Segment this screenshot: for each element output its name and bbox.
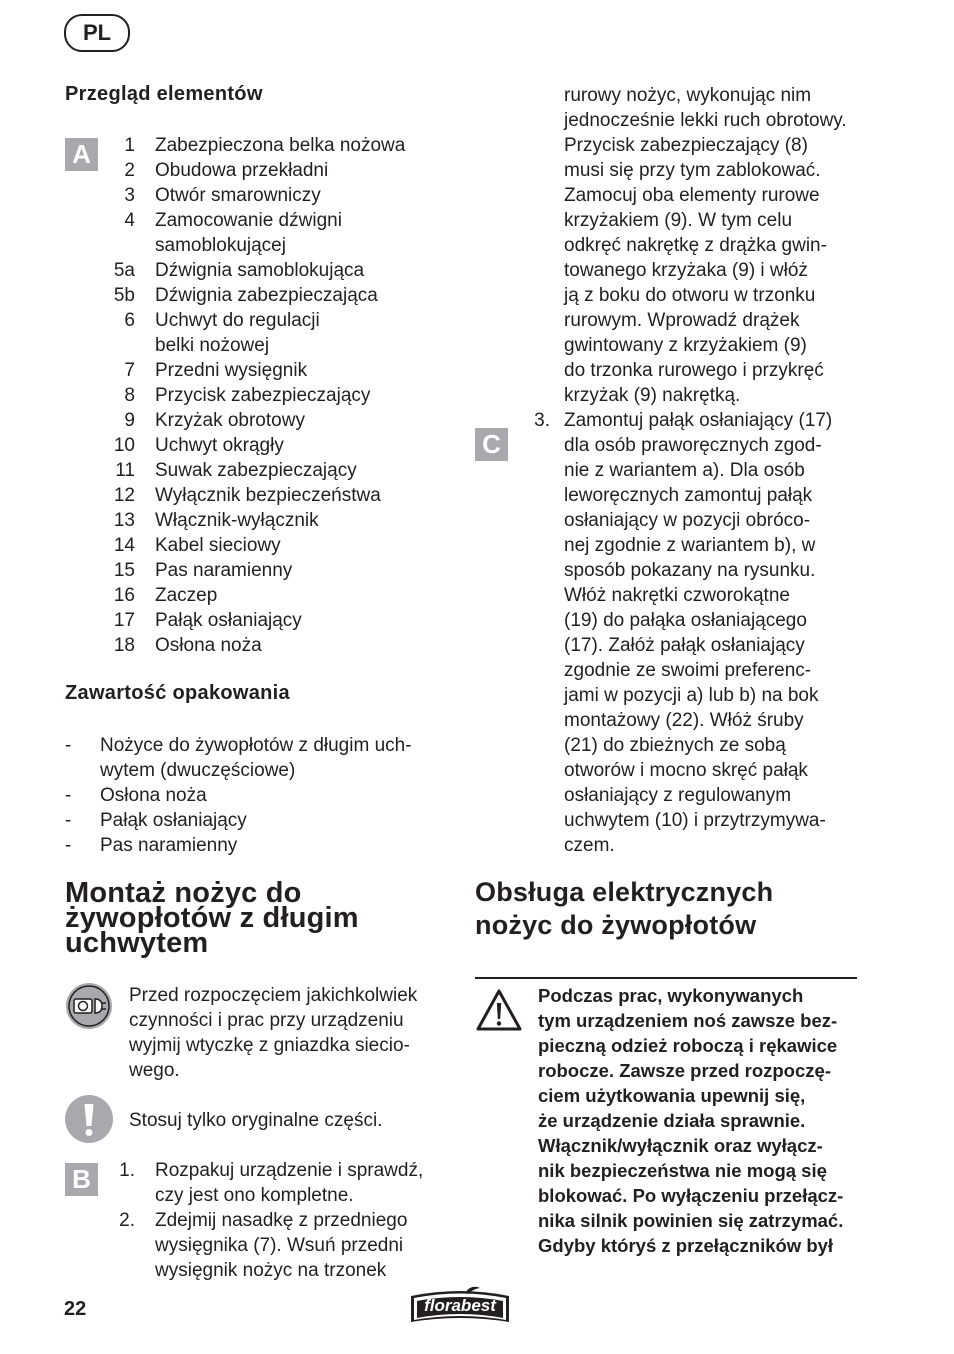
warning-line: pieczną odzież roboczą i rękawice xyxy=(538,1035,838,1056)
warning-line: Włącznik/wyłącznik oraz wyłącz- xyxy=(538,1135,823,1156)
parts-list-item-number: 16 xyxy=(113,585,135,606)
warning-line: że urządzenie działa sprawnie. xyxy=(538,1110,806,1131)
contents-list xyxy=(65,733,445,858)
step2-line: do trzonka rurowego i przykręć xyxy=(564,360,824,381)
brand-logo xyxy=(405,1284,515,1328)
exclamation-icon xyxy=(65,1095,113,1143)
step2-line: ją z boku do otworu w trzonku xyxy=(564,285,816,306)
step3-line: czem. xyxy=(564,835,615,856)
parts-list-item xyxy=(95,408,455,433)
parts-list-item xyxy=(95,558,455,583)
warning-line: robocze. Zawsze przed rozpoczę- xyxy=(538,1060,831,1081)
step2-continuation xyxy=(564,83,864,408)
assembly-heading-line: uchwytem xyxy=(65,927,209,959)
parts-list-item-number: 17 xyxy=(113,610,135,631)
operation-heading-line: Obsługa elektrycznych xyxy=(475,877,774,907)
parts-list-item-number: 9 xyxy=(124,410,135,431)
assembly-heading-line: żywopłotów z długim xyxy=(65,902,359,934)
step2-line: musi się przy tym zablokować. xyxy=(564,160,821,181)
parts-list-item xyxy=(95,333,455,358)
step3-line: (21) do zbieżnych ze sobą xyxy=(564,735,786,756)
contents-list-item xyxy=(65,833,445,858)
parts-list-item-text: Uchwyt okrągły xyxy=(155,435,284,456)
parts-list-item-number: 4 xyxy=(124,210,135,231)
brand-name: florabest xyxy=(424,1296,496,1315)
unplug-note xyxy=(129,983,449,1083)
parts-list-item-text: Przycisk zabezpieczający xyxy=(155,385,371,406)
step3-line: osłaniający w pozycji obróco- xyxy=(564,510,811,531)
step2-line: rurowy nożyc, wykonując nim xyxy=(564,85,812,106)
warning-line: tym urządzeniem noś zawsze bez- xyxy=(538,1010,838,1031)
parts-list-item xyxy=(95,583,455,608)
parts-list-item-number: 1 xyxy=(124,135,135,156)
warning-line: Gdyby któryś z przełączników był xyxy=(538,1235,834,1256)
list-bullet: - xyxy=(65,835,72,856)
parts-list-item-text: Uchwyt do regulacji xyxy=(155,310,320,331)
parts-list-item-text: Krzyżak obrotowy xyxy=(155,410,305,431)
operation-heading xyxy=(475,876,875,942)
parts-list-item-text: Pałąk osłaniający xyxy=(155,610,302,631)
parts-list-item-text: Dźwignia samoblokująca xyxy=(155,260,365,281)
parts-list-item-text: samoblokującej xyxy=(155,235,286,256)
parts-list-item xyxy=(95,308,455,333)
step2-line: rurowym. Wprowadź drążek xyxy=(564,310,800,331)
step2-line: Przycisk zabezpieczający (8) xyxy=(564,135,808,156)
parts-list-item-number: 15 xyxy=(113,560,135,581)
warning-line: ciem użytkowania upewnij się, xyxy=(538,1085,806,1106)
parts-list xyxy=(95,133,455,658)
contents-heading: Zawartość opakowania xyxy=(65,682,290,704)
assembly-step-line xyxy=(95,1158,455,1183)
parts-list-item-number: 5a xyxy=(113,260,135,281)
warning-line: nik bezpieczeństwa nie mogą się xyxy=(538,1160,827,1181)
contents-list-item xyxy=(65,783,445,808)
step3-line: (19) do pałąka osłaniającego xyxy=(564,610,807,631)
original-parts-note: Stosuj tylko oryginalne części. xyxy=(129,1110,383,1131)
safety-warning xyxy=(538,983,868,1258)
parts-list-item xyxy=(95,133,455,158)
parts-list-item-text: Zaczep xyxy=(155,585,218,606)
contents-list-item xyxy=(65,808,445,833)
warning-line: blokować. Po wyłączeniu przełącz- xyxy=(538,1185,844,1206)
parts-list-item-text: Wyłącznik bezpieczeństwa xyxy=(155,485,381,506)
parts-list-item-number: 7 xyxy=(124,360,135,381)
unplug-note-line: czynności i prac przy urządzeniu xyxy=(129,1010,404,1031)
assembly-step-line xyxy=(95,1183,455,1208)
assembly-step-line xyxy=(95,1233,455,1258)
assembly-step-line xyxy=(95,1258,455,1283)
step2-line: jednocześnie lekki ruch obrotowy. xyxy=(564,110,847,131)
step2-line: Zamocuj oba elementy rurowe xyxy=(564,185,820,206)
contents-list-item-text: Pas naramienny xyxy=(100,835,238,856)
parts-list-item-number: 5b xyxy=(113,285,135,306)
assembly-heading xyxy=(65,877,465,959)
parts-list-item-number: 12 xyxy=(113,485,135,506)
parts-list-item xyxy=(95,533,455,558)
step2-line: gwintowany z krzyżakiem (9) xyxy=(564,335,807,356)
assembly-step-line-text: Zdejmij nasadkę z przedniego xyxy=(155,1210,408,1231)
step2-line: krzyżak (9) nakrętką. xyxy=(564,385,741,406)
parts-list-item xyxy=(95,258,455,283)
contents-list-item xyxy=(65,733,445,758)
parts-list-item-text: Przedni wysięgnik xyxy=(155,360,308,381)
step3-line: uchwytem (10) i przytrzymywa- xyxy=(564,810,826,831)
step3-line: zgodnie ze swoimi preferenc- xyxy=(564,660,812,681)
assembly-step-line-number: 1. xyxy=(119,1160,135,1181)
assembly-steps-left xyxy=(95,1158,455,1283)
list-bullet: - xyxy=(65,810,72,831)
parts-list-item-text: Otwór smarowniczy xyxy=(155,185,321,206)
step3-line: Włóż nakrętki czworokątne xyxy=(564,585,790,606)
assembly-step-line xyxy=(95,1208,455,1233)
step3-line: nej zgodnie z wariantem b), w xyxy=(564,535,816,556)
operation-heading-line: nożyc do żywopłotów xyxy=(475,910,757,940)
contents-list-item-text: Nożyce do żywopłotów z długim uch- xyxy=(100,735,412,756)
step3-number: 3. xyxy=(534,410,550,431)
unplug-note-line: wyjmij wtyczkę z gniazdka siecio- xyxy=(129,1035,410,1056)
parts-list-item-text: Suwak zabezpieczający xyxy=(155,460,357,481)
assembly-step-line-text: wysięgnika (7). Wsuń przedni xyxy=(155,1235,404,1256)
figure-marker-b: B xyxy=(65,1163,98,1196)
step3-line: sposób pokazany na rysunku. xyxy=(564,560,816,581)
unplug-icon xyxy=(65,982,113,1030)
parts-list-item-text: Dźwignia zabezpieczająca xyxy=(155,285,378,306)
list-bullet: - xyxy=(65,785,72,806)
contents-list-item-text: Osłona noża xyxy=(100,785,207,806)
parts-list-item xyxy=(95,208,455,233)
parts-list-item xyxy=(95,608,455,633)
step3-line: leworęcznych zamontuj pałąk xyxy=(564,485,813,506)
section-divider xyxy=(475,977,857,979)
parts-list-item-text: Obudowa przekładni xyxy=(155,160,329,181)
parts-list-item-text: Pas naramienny xyxy=(155,560,293,581)
parts-list-item-number: 11 xyxy=(115,460,135,481)
contents-list-item-text: Pałąk osłaniający xyxy=(100,810,247,831)
assembly-heading-line: Montaż nożyc do xyxy=(65,877,302,909)
step3-line: montażowy (22). Włóż śruby xyxy=(564,710,804,731)
parts-list-item xyxy=(95,508,455,533)
list-bullet: - xyxy=(65,735,72,756)
parts-list-item-text: Osłona noża xyxy=(155,635,262,656)
parts-list-item-number: 10 xyxy=(113,435,135,456)
parts-list-item-number: 2 xyxy=(124,160,135,181)
parts-list-item xyxy=(95,358,455,383)
parts-list-item-text: Kabel sieciowy xyxy=(155,535,281,556)
parts-list-item-number: 8 xyxy=(124,385,135,406)
step3-text xyxy=(564,408,864,858)
warning-line: Podczas prac, wykonywanych xyxy=(538,985,804,1006)
step3-line: nie z wariantem a). Dla osób xyxy=(564,460,805,481)
parts-list-item-number: 6 xyxy=(124,310,135,331)
step3-line: Zamontuj pałąk osłaniający (17) xyxy=(564,410,833,431)
parts-list-item-text: Zamocowanie dźwigni xyxy=(155,210,342,231)
parts-list-item xyxy=(95,158,455,183)
parts-list-item xyxy=(95,433,455,458)
parts-list-item-number: 14 xyxy=(113,535,135,556)
step3-line: osłaniający z regulowanym xyxy=(564,785,792,806)
parts-list-item xyxy=(95,633,455,658)
overview-heading: Przegląd elementów xyxy=(65,83,263,105)
language-badge: PL xyxy=(64,14,130,52)
parts-list-item xyxy=(95,283,455,308)
warning-triangle-icon xyxy=(475,988,523,1032)
assembly-step-line-text: Rozpakuj urządzenie i sprawdź, xyxy=(155,1160,424,1181)
parts-list-item-text: belki nożowej xyxy=(155,335,270,356)
step3-line: otworów i mocno skręć pałąk xyxy=(564,760,808,781)
parts-list-item xyxy=(95,183,455,208)
parts-list-item-text: Włącznik-wyłącznik xyxy=(155,510,319,531)
step2-line: krzyżakiem (9). W tym celu xyxy=(564,210,793,231)
contents-list-item xyxy=(65,758,445,783)
parts-list-item-number: 18 xyxy=(113,635,135,656)
step2-line: odkręć nakrętkę z drążka gwin- xyxy=(564,235,827,256)
figure-marker-c: C xyxy=(475,428,508,461)
step3-line: (17). Załóż pałąk osłaniający xyxy=(564,635,805,656)
step2-line: towanego krzyżaka (9) i włóż xyxy=(564,260,808,281)
parts-list-item-number: 3 xyxy=(124,185,135,206)
unplug-note-line: wego. xyxy=(129,1060,180,1081)
unplug-note-line: Przed rozpoczęciem jakichkolwiek xyxy=(129,985,418,1006)
contents-list-item-text: wytem (dwuczęściowe) xyxy=(100,760,296,781)
warning-line: nika silnik powinien się zatrzymać. xyxy=(538,1210,844,1231)
parts-list-item xyxy=(95,483,455,508)
parts-list-item xyxy=(95,383,455,408)
parts-list-item xyxy=(95,233,455,258)
step3-line: dla osób praworęcznych zgod- xyxy=(564,435,822,456)
assembly-step-line-text: czy jest ono kompletne. xyxy=(155,1185,354,1206)
figure-marker-a: A xyxy=(65,138,98,171)
parts-list-item-text: Zabezpieczona belka nożowa xyxy=(155,135,406,156)
step3-line: jami w pozycji a) lub b) na bok xyxy=(564,685,819,706)
page-number: 22 xyxy=(64,1298,87,1320)
parts-list-item xyxy=(95,458,455,483)
parts-list-item-number: 13 xyxy=(113,510,135,531)
assembly-step-line-text: wysięgnik nożyc na trzonek xyxy=(155,1260,387,1281)
assembly-step-line-number: 2. xyxy=(119,1210,135,1231)
